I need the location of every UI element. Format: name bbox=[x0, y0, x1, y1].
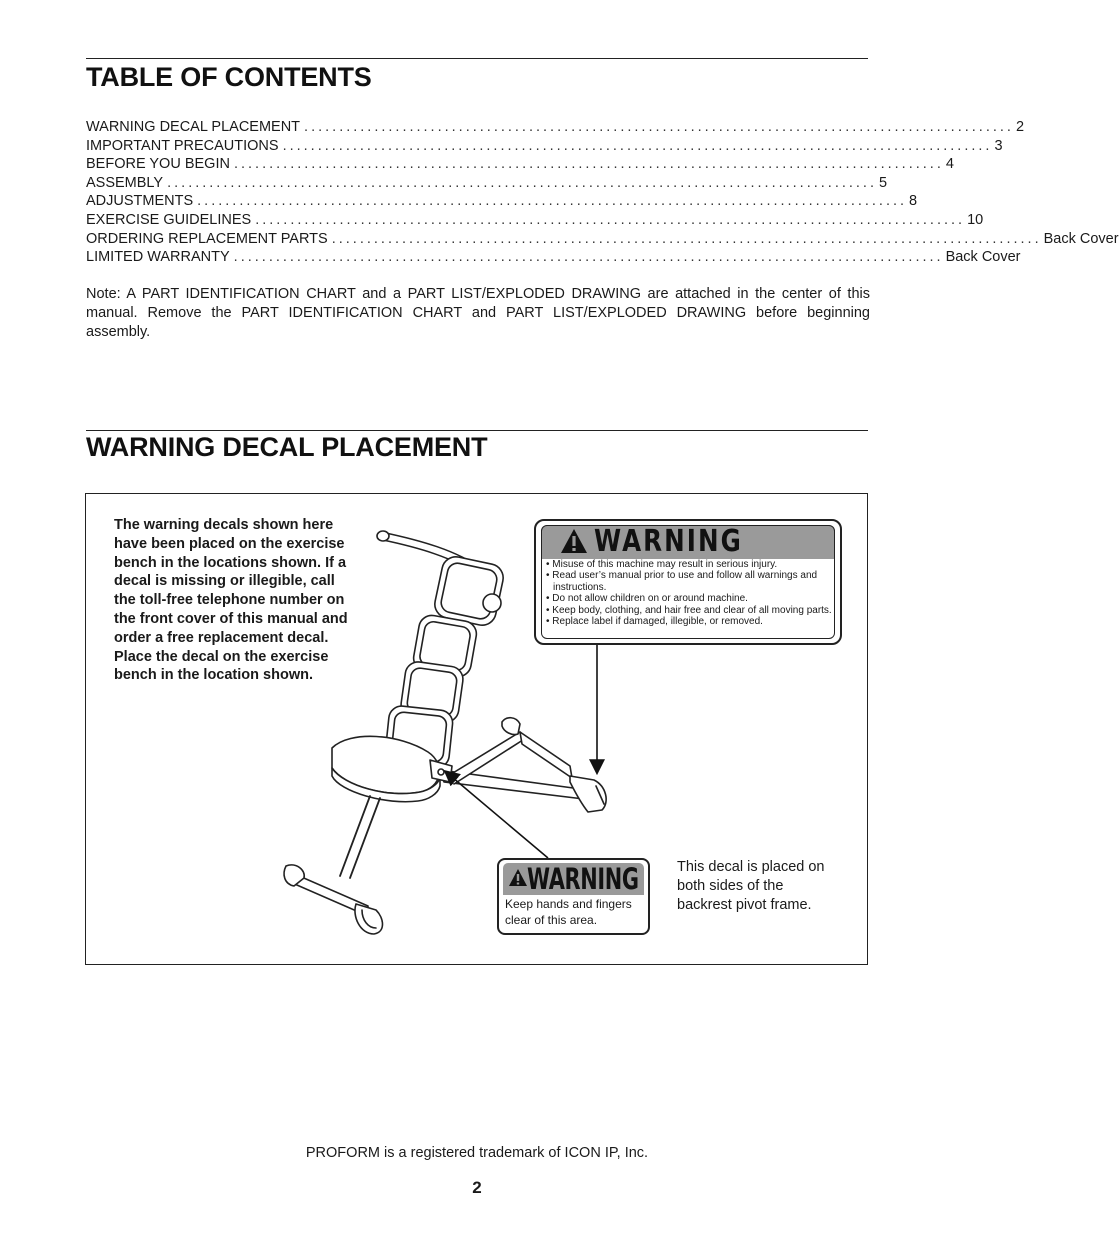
toc-entry-page: Back Cover bbox=[945, 249, 1021, 266]
warning-text: Keep hands and fingers clear of this area. bbox=[505, 897, 632, 927]
decal-section-heading: WARNING DECAL PLACEMENT bbox=[86, 432, 488, 462]
warning-item: • Read user’s manual prior to use and follow all warnings and instructions. bbox=[546, 570, 818, 593]
toc-leader-dots: ..................................................................................................... bbox=[255, 211, 966, 228]
toc-entry-title: ASSEMBLY bbox=[86, 174, 164, 191]
warning-item: • Do not allow children on or around machine. bbox=[546, 593, 748, 605]
warning-triangle-icon bbox=[508, 868, 528, 887]
toc-entry-title: BEFORE YOU BEGIN bbox=[86, 156, 230, 173]
warning-item: • Replace label if damaged, illegible, or removed. bbox=[546, 616, 763, 628]
toc-leader-dots: ..................................................................................................... bbox=[331, 230, 1042, 247]
toc-entry-title: ORDERING REPLACEMENT PARTS bbox=[86, 230, 328, 247]
toc-entry-page: 4 bbox=[945, 156, 954, 173]
pivot-decal-note: This decal is placed on both sides of the backrest pivot frame. bbox=[677, 859, 825, 913]
toc-entry-title: WARNING DECAL PLACEMENT bbox=[86, 119, 301, 135]
decal-instructions: The warning decals shown here have been placed on the exercise bench in the locations shown. If a decal is missing or illegible, call the toll-free telephone number on the front cover of this manual and order a free replacement decal. Place the decal on the exercise bench in the location shown. bbox=[114, 517, 348, 684]
toc-entry-title: EXERCISE GUIDELINES bbox=[86, 211, 252, 228]
toc-leader-dots: ..................................................................................................... bbox=[233, 249, 944, 266]
toc-leader-dots: ..................................................................................................... bbox=[233, 156, 944, 173]
warning-item: • Misuse of this machine may result in serious injury. bbox=[546, 559, 778, 570]
page-number: 2 bbox=[472, 1178, 482, 1197]
toc-entry-title: IMPORTANT PRECAUTIONS bbox=[86, 137, 279, 154]
toc-entry-title: LIMITED WARRANTY bbox=[86, 249, 230, 266]
warning-list bbox=[546, 559, 836, 627]
toc-leader-dots: ..................................................................................................... bbox=[282, 137, 993, 154]
toc-leader-dots: ..................................................................................................... bbox=[197, 193, 908, 210]
warning-item: • Keep body, clothing, and hair free and clear of all moving parts. bbox=[546, 604, 832, 616]
warning-triangle-icon bbox=[560, 528, 588, 554]
warning-decal-main bbox=[534, 519, 842, 645]
trademark-notice: PROFORM is a registered trademark of ICON IP, Inc. bbox=[305, 1145, 649, 1161]
warning-title: WARNING bbox=[527, 862, 639, 896]
toc-entry-page: 8 bbox=[909, 193, 918, 210]
toc-entry-page: 2 bbox=[1015, 119, 1025, 135]
toc-heading: TABLE OF CONTENTS bbox=[86, 62, 372, 92]
toc-entry-page: 3 bbox=[994, 137, 1003, 154]
toc-leader-dots: ..................................................................................................... bbox=[167, 174, 877, 191]
warning-title: WARNING bbox=[594, 524, 743, 559]
toc-entry-page: Back Cover bbox=[1043, 230, 1119, 247]
toc-entry-title: ADJUSTMENTS bbox=[86, 193, 194, 210]
toc-note: Note: A PART IDENTIFICATION CHART and a PART LIST/EXPLODED DRAWING are attached in the center of this manual. Remove the PART IDENTIFICATION CHART and PART LIST/EXPLODED DRAWING before beginning assembly. bbox=[86, 286, 870, 340]
warning-decal-pivot bbox=[497, 858, 650, 935]
toc-leader-dots: ..................................................................................................... bbox=[304, 119, 1014, 135]
toc-entry-page: 5 bbox=[879, 174, 888, 191]
toc-entry-page: 10 bbox=[967, 211, 984, 228]
